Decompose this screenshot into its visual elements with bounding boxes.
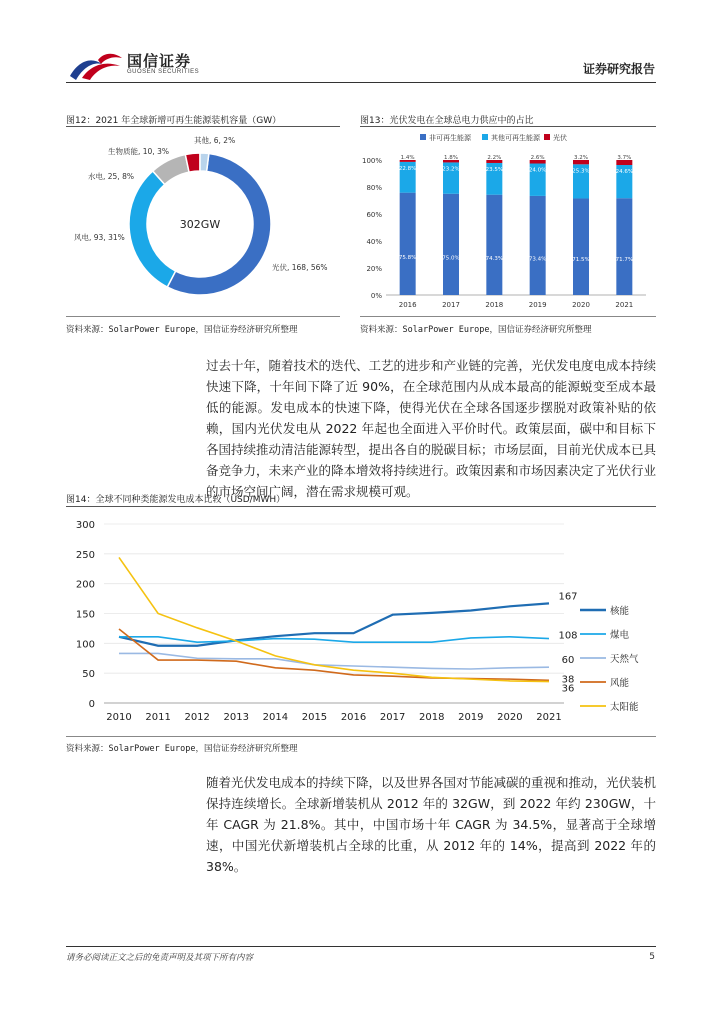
bar-data-label: 24.6% <box>615 168 634 175</box>
series-line <box>119 637 549 642</box>
y-tick-label: 150 <box>75 609 95 621</box>
y-tick-label: 60% <box>366 211 382 219</box>
slice-label-5: 其他, 6, 2% <box>194 136 236 145</box>
bar-segment <box>573 198 589 295</box>
y-tick-label: 100% <box>361 157 382 165</box>
x-tick-label: 2019 <box>458 712 484 723</box>
fig13-bottom-rule <box>360 316 656 317</box>
bar-data-label: 71.5% <box>572 257 590 264</box>
x-tick-label: 2020 <box>497 712 523 723</box>
bar-data-label: 73.4% <box>528 256 547 263</box>
fig12-source: 资料来源：SolarPower Europe，国信证券经济研究所整理 <box>66 325 298 335</box>
legend-label: 光伏 <box>553 134 567 142</box>
x-tick-label: 2013 <box>223 712 249 723</box>
donut-slice-2 <box>129 171 176 287</box>
fig12-title: 图12：2021 年全球新增可再生能源装机容量（GW） <box>66 116 282 126</box>
y-tick-label: 50 <box>82 669 95 681</box>
slice-label-2: 风电, 93, 31% <box>74 233 125 242</box>
bar-data-label: 3.7% <box>617 155 632 161</box>
logo <box>68 50 124 82</box>
slice-label-3: 水电, 25, 8% <box>88 172 134 181</box>
end-value-label: 167 <box>558 591 578 603</box>
bar-data-label: 75.8% <box>398 255 417 262</box>
bar-data-label: 25.3% <box>572 168 590 175</box>
x-tick-label: 2011 <box>145 712 171 723</box>
x-tick-label: 2018 <box>419 712 445 723</box>
x-tick-label: 2018 <box>485 301 504 309</box>
legend-swatch <box>482 134 488 140</box>
legend-swatch <box>420 134 426 140</box>
fig13-source: 资料来源：SolarPower Europe，国信证券经济研究所整理 <box>360 325 592 335</box>
bar-data-label: 23.5% <box>485 166 504 173</box>
paragraph-2: 随着光伏发电成本的持续下降，以及世界各国对节能减碳的重视和推动，光伏装机保持连续增长。全球新增装机从 2012 年的 32GW，到 2022 年约 230GW，十年 CAGR 为 21.8%。其中，中国市场十年 CAGR 为 34.5%，显著高于全球增速，中国光伏新增装机占全球的比重，从 2012 年的 14%，提高到 2022 年的 38%。 <box>206 775 657 874</box>
fig12-donut-chart <box>66 130 346 312</box>
legend-swatch <box>544 134 550 140</box>
legend-label: 天然气 <box>610 654 639 665</box>
bar-data-label: 74.3% <box>485 255 504 262</box>
series-line <box>119 603 549 645</box>
fig12-bottom-rule <box>66 316 340 317</box>
fig13-rule <box>360 126 656 127</box>
bar-data-label: 1.4% <box>400 155 415 161</box>
bar-data-label: 75.0% <box>442 255 460 262</box>
y-tick-label: 250 <box>75 549 95 561</box>
x-tick-label: 2016 <box>340 712 367 723</box>
end-value-label: 60 <box>561 655 575 667</box>
x-tick-label: 2015 <box>301 712 328 723</box>
end-value-label: 36 <box>561 683 575 695</box>
y-tick-label: 200 <box>75 579 95 591</box>
guosen-logo-icon <box>68 50 124 82</box>
donut-slice-5 <box>200 153 209 171</box>
bar-data-label: 71.7% <box>615 257 634 264</box>
section-title: 证券研究报告 <box>582 62 655 76</box>
fig12-rule <box>66 126 340 127</box>
bar-data-label: 24.0% <box>528 167 547 174</box>
x-tick-label: 2017 <box>379 712 406 723</box>
footer-disclaimer: 请务必阅读正文之后的免责声明及其项下所有内容 <box>66 953 254 963</box>
bar-data-label: 22.8% <box>398 165 417 172</box>
legend-label: 煤电 <box>610 630 630 641</box>
page-number: 5 <box>649 952 655 962</box>
bar-segment <box>400 193 416 295</box>
fig13-stacked-bar-chart <box>356 128 658 314</box>
legend-label: 太阳能 <box>610 702 639 713</box>
legend-label: 核能 <box>610 606 630 617</box>
bar-segment <box>486 195 502 295</box>
y-tick-label: 80% <box>366 184 382 192</box>
logo-cn: 国信证券 <box>127 52 192 70</box>
bar-segment <box>443 194 459 295</box>
bar-data-label: 3.2% <box>574 155 588 161</box>
x-tick-label: 2017 <box>442 301 460 309</box>
bar-data-label: 23.2% <box>442 166 460 173</box>
slice-label-1: 光伏, 168, 56% <box>272 263 328 272</box>
fig14-title: 图14：全球不同种类能源发电成本比较（USD/MWH） <box>66 495 286 505</box>
fig14-source: 资料来源：SolarPower Europe，国信证券经济研究所整理 <box>66 744 298 754</box>
bar-data-label: 1.8% <box>444 155 458 161</box>
legend-label: 风能 <box>610 678 630 689</box>
y-tick-label: 300 <box>75 520 95 531</box>
donut-center-label: 302GW <box>179 218 221 231</box>
x-tick-label: 2021 <box>615 301 634 309</box>
y-tick-label: 0% <box>370 292 382 300</box>
slice-label-4: 生物质能, 10, 3% <box>108 147 169 156</box>
fig14-bottom-rule <box>66 736 656 737</box>
end-value-label: 108 <box>558 630 578 642</box>
legend-label: 其他可再生能源 <box>491 134 540 142</box>
y-tick-label: 40% <box>366 238 382 246</box>
y-tick-label: 0 <box>88 699 95 710</box>
fig14-line-chart <box>66 510 658 732</box>
x-tick-label: 2021 <box>536 712 562 723</box>
bar-data-label: 2.6% <box>530 155 545 161</box>
fig14-rule <box>66 506 656 507</box>
series-line <box>119 557 549 681</box>
x-tick-label: 2020 <box>572 301 590 309</box>
series-line <box>119 653 549 669</box>
legend-label: 非可再生能源 <box>429 134 471 142</box>
bar-data-label: 2.2% <box>487 155 502 161</box>
series-line <box>119 629 549 680</box>
x-tick-label: 2019 <box>528 301 547 309</box>
logo-en: GUOSEN SECURITIES <box>127 69 200 75</box>
y-tick-label: 100 <box>75 639 95 651</box>
x-tick-label: 2014 <box>262 712 289 723</box>
x-tick-label: 2010 <box>106 712 132 723</box>
y-tick-label: 20% <box>366 265 382 273</box>
paragraph-1: 过去十年，随着技术的迭代、工艺的进步和产业链的完善，光伏发电度电成本持续快速下降，十年间下降了近 90%，在全球范围内从成本最高的能源蜕变至成本最低的能源。发电成本的快速下降，使得光伏在全球各国逐步摆脱对政策补贴的依赖，国内光伏发电从 2022 年起也全面进入平价时代。政策层面，碳中和目标下各国持续推动清洁能源转型，提出各自的脱碳目标；市场层面，目前光伏成本已具备竞争力，未来产业的降本增效将持续进行。政策因素和市场因素决定了光伏行业的市场空间广阔，潜在需求规模可观。 <box>206 358 657 499</box>
bar-segment <box>616 198 632 295</box>
x-tick-label: 2012 <box>184 712 210 723</box>
header-rule <box>66 82 656 83</box>
bar-segment <box>530 196 546 295</box>
footer-rule <box>66 946 656 947</box>
x-tick-label: 2016 <box>398 301 417 309</box>
end-value-label: 38 <box>561 674 575 686</box>
fig13-title: 图13：光伏发电在全球总电力供应中的占比 <box>360 116 534 126</box>
